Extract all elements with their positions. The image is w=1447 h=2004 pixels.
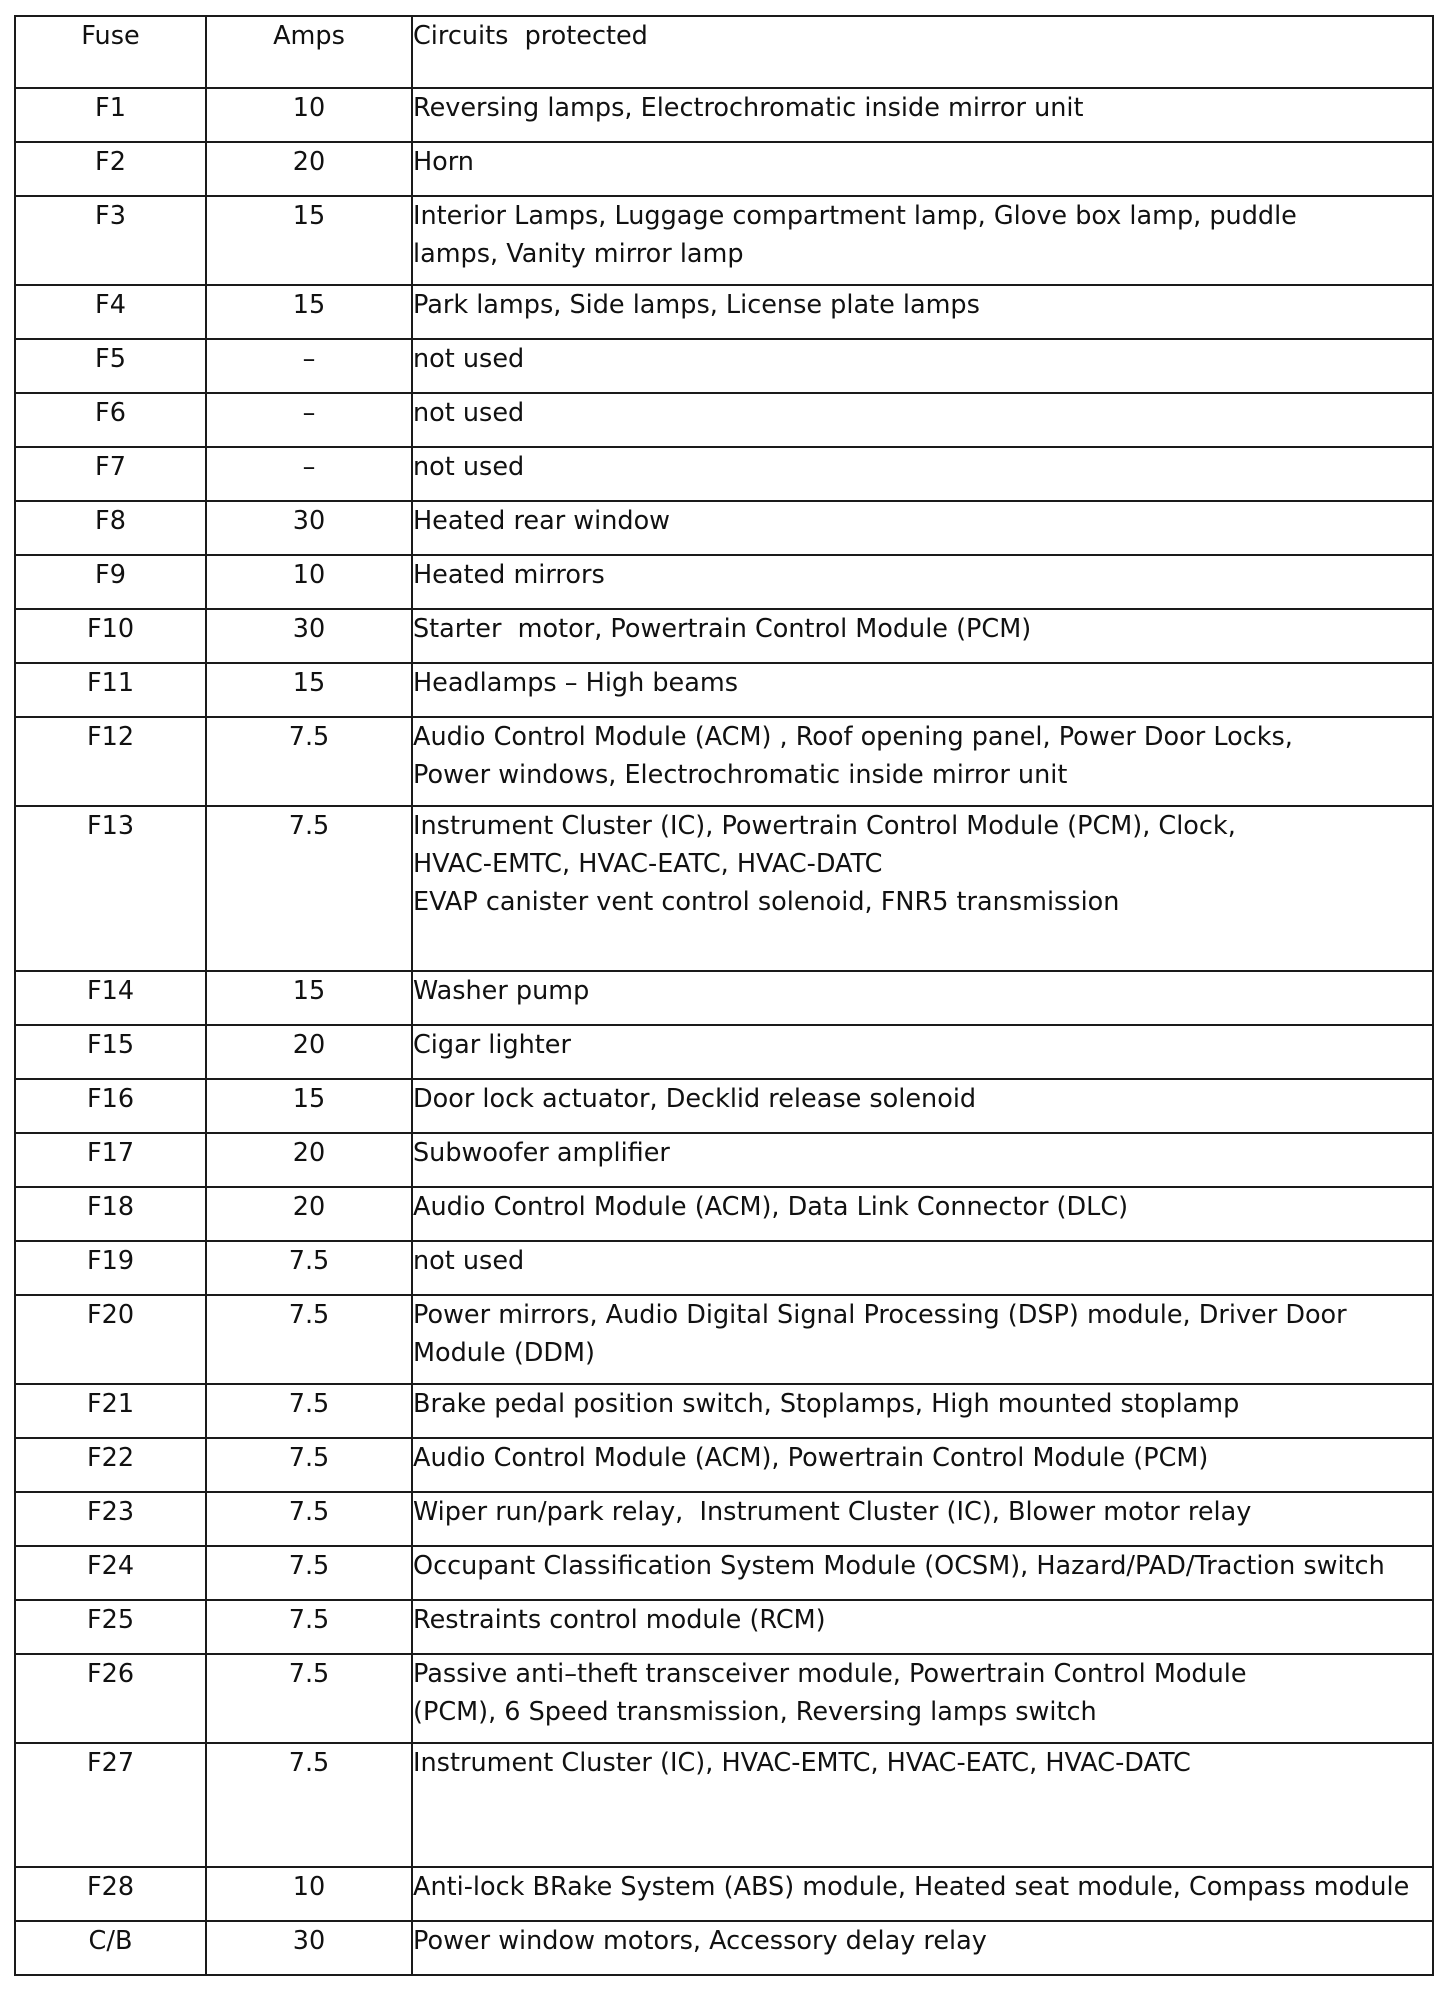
circuits-line: Power mirrors, Audio Digital Signal Processing (DSP) module, Driver Door bbox=[413, 1300, 1347, 1330]
circuits-cell bbox=[412, 501, 1433, 555]
circuits-line: Passive anti–theft transceiver module, Powertrain Control Module bbox=[413, 1659, 1247, 1689]
circuits-line: not used bbox=[413, 344, 525, 374]
circuits-cell bbox=[412, 1921, 1433, 1975]
table-row bbox=[15, 1492, 1433, 1546]
circuits-cell bbox=[412, 555, 1433, 609]
amps-cell: 7.5 bbox=[206, 1743, 412, 1867]
amps-cell: 20 bbox=[206, 1187, 412, 1241]
table-row bbox=[15, 1921, 1433, 1975]
circuits-line: Audio Control Module (ACM), Data Link Connector (DLC) bbox=[413, 1192, 1129, 1222]
circuits-line: Power windows, Electrochromatic inside mirror unit bbox=[413, 760, 1068, 790]
amps-cell: 15 bbox=[206, 663, 412, 717]
table-row bbox=[15, 142, 1433, 196]
amps-cell: 30 bbox=[206, 609, 412, 663]
fuse-id-cell: F17 bbox=[15, 1133, 206, 1187]
table-row bbox=[15, 285, 1433, 339]
fuse-id-cell: F19 bbox=[15, 1241, 206, 1295]
circuits-cell bbox=[412, 196, 1433, 285]
circuits-line: Horn bbox=[413, 147, 474, 177]
circuits-line: Wiper run/park relay, Instrument Cluster (IC), Blower motor relay bbox=[413, 1497, 1252, 1527]
table-row bbox=[15, 971, 1433, 1025]
table-row bbox=[15, 88, 1433, 142]
circuits-line: lamps, Vanity mirror lamp bbox=[413, 239, 744, 269]
circuits-line: HVAC-EMTC, HVAC-EATC, HVAC-DATC bbox=[413, 849, 883, 879]
fuse-id-cell: F18 bbox=[15, 1187, 206, 1241]
fuse-id-cell: F1 bbox=[15, 88, 206, 142]
fuse-id-cell: F25 bbox=[15, 1600, 206, 1654]
circuits-line: Audio Control Module (ACM), Powertrain Control Module (PCM) bbox=[413, 1443, 1209, 1473]
fuse-id-cell: F3 bbox=[15, 196, 206, 285]
table-row bbox=[15, 1600, 1433, 1654]
circuits-cell bbox=[412, 447, 1433, 501]
fuse-id-cell: F23 bbox=[15, 1492, 206, 1546]
table-row bbox=[15, 1546, 1433, 1600]
header-row bbox=[15, 16, 1433, 88]
amps-cell: 30 bbox=[206, 501, 412, 555]
circuits-line: Cigar lighter bbox=[413, 1030, 571, 1060]
amps-cell: – bbox=[206, 447, 412, 501]
fuse-id-cell: F2 bbox=[15, 142, 206, 196]
amps-cell: 7.5 bbox=[206, 1654, 412, 1743]
fuse-id-cell: F9 bbox=[15, 555, 206, 609]
circuits-line: Module (DDM) bbox=[413, 1338, 595, 1368]
circuits-cell bbox=[412, 285, 1433, 339]
table-row bbox=[15, 196, 1433, 285]
amps-cell: 15 bbox=[206, 1079, 412, 1133]
fuse-id-cell: F26 bbox=[15, 1654, 206, 1743]
circuits-line: Heated rear window bbox=[413, 506, 671, 536]
column-header-fuse: Fuse bbox=[15, 16, 206, 88]
fuse-id-cell: F12 bbox=[15, 717, 206, 806]
circuits-cell bbox=[412, 1241, 1433, 1295]
fuse-id-cell: F5 bbox=[15, 339, 206, 393]
circuits-line: Washer pump bbox=[413, 976, 590, 1006]
fuse-id-cell: F21 bbox=[15, 1384, 206, 1438]
fuse-id-cell: F11 bbox=[15, 663, 206, 717]
circuits-cell bbox=[412, 1546, 1433, 1600]
fuse-id-cell: F13 bbox=[15, 806, 206, 971]
amps-cell: 7.5 bbox=[206, 1384, 412, 1438]
circuits-cell bbox=[412, 1025, 1433, 1079]
fuse-id-cell: F22 bbox=[15, 1438, 206, 1492]
table-row bbox=[15, 393, 1433, 447]
amps-cell: 7.5 bbox=[206, 1600, 412, 1654]
circuits-cell bbox=[412, 806, 1433, 971]
circuits-line: not used bbox=[413, 398, 525, 428]
table-row bbox=[15, 1079, 1433, 1133]
column-header-amps: Amps bbox=[206, 16, 412, 88]
circuits-line: Park lamps, Side lamps, License plate lamps bbox=[413, 290, 980, 320]
amps-cell: 7.5 bbox=[206, 806, 412, 971]
circuits-cell bbox=[412, 1384, 1433, 1438]
circuits-line: Occupant Classification System Module (OCSM), Hazard/PAD/Traction switch bbox=[413, 1551, 1385, 1581]
circuits-cell bbox=[412, 1743, 1433, 1867]
table-row bbox=[15, 1295, 1433, 1384]
table-row bbox=[15, 555, 1433, 609]
amps-cell: 15 bbox=[206, 971, 412, 1025]
circuits-line: Brake pedal position switch, Stoplamps, High mounted stoplamp bbox=[413, 1389, 1240, 1419]
fuse-id-cell: F8 bbox=[15, 501, 206, 555]
table-row bbox=[15, 1867, 1433, 1921]
circuits-line: Reversing lamps, Electrochromatic inside mirror unit bbox=[413, 93, 1084, 123]
fuse-table bbox=[14, 15, 1434, 1976]
circuits-cell bbox=[412, 1867, 1433, 1921]
amps-cell: 20 bbox=[206, 1133, 412, 1187]
circuits-line: Heated mirrors bbox=[413, 560, 605, 590]
fuse-id-cell: F6 bbox=[15, 393, 206, 447]
amps-cell: 10 bbox=[206, 88, 412, 142]
circuits-line: Instrument Cluster (IC), HVAC-EMTC, HVAC-EATC, HVAC-DATC bbox=[413, 1748, 1191, 1778]
table-row bbox=[15, 1743, 1433, 1867]
circuits-cell bbox=[412, 88, 1433, 142]
circuits-line: (PCM), 6 Speed transmission, Reversing lamps switch bbox=[413, 1697, 1097, 1727]
circuits-cell bbox=[412, 339, 1433, 393]
circuits-line: Instrument Cluster (IC), Powertrain Control Module (PCM), Clock, bbox=[413, 811, 1236, 841]
table-row bbox=[15, 806, 1433, 971]
circuits-line: not used bbox=[413, 452, 525, 482]
fuse-id-cell: F15 bbox=[15, 1025, 206, 1079]
fuse-id-cell: F20 bbox=[15, 1295, 206, 1384]
amps-cell: 7.5 bbox=[206, 717, 412, 806]
amps-cell: 7.5 bbox=[206, 1492, 412, 1546]
circuits-line: Starter motor, Powertrain Control Module (PCM) bbox=[413, 614, 1032, 644]
circuits-line: Power window motors, Accessory delay relay bbox=[413, 1926, 987, 1956]
amps-cell: 30 bbox=[206, 1921, 412, 1975]
circuits-cell bbox=[412, 1438, 1433, 1492]
circuits-line: Anti-lock BRake System (ABS) module, Heated seat module, Compass module bbox=[413, 1872, 1410, 1902]
fuse-id-cell: F16 bbox=[15, 1079, 206, 1133]
table-row bbox=[15, 609, 1433, 663]
table-row bbox=[15, 339, 1433, 393]
table-row bbox=[15, 1384, 1433, 1438]
fuse-id-cell: F4 bbox=[15, 285, 206, 339]
fuse-id-cell: F7 bbox=[15, 447, 206, 501]
fuse-id-cell: F24 bbox=[15, 1546, 206, 1600]
circuits-cell bbox=[412, 717, 1433, 806]
column-header-circuits: Circuits protected bbox=[412, 16, 1433, 88]
table-row bbox=[15, 1241, 1433, 1295]
table-row bbox=[15, 1025, 1433, 1079]
table-row bbox=[15, 1438, 1433, 1492]
amps-cell: – bbox=[206, 339, 412, 393]
amps-cell: 7.5 bbox=[206, 1241, 412, 1295]
fuse-id-cell: C/B bbox=[15, 1921, 206, 1975]
circuits-line: Door lock actuator, Decklid release solenoid bbox=[413, 1084, 977, 1114]
circuits-line: EVAP canister vent control solenoid, FNR5 transmission bbox=[413, 887, 1120, 917]
circuits-line: Restraints control module (RCM) bbox=[413, 1605, 826, 1635]
circuits-cell bbox=[412, 1295, 1433, 1384]
circuits-cell bbox=[412, 393, 1433, 447]
amps-cell: 20 bbox=[206, 1025, 412, 1079]
amps-cell: 7.5 bbox=[206, 1546, 412, 1600]
amps-cell: 10 bbox=[206, 1867, 412, 1921]
amps-cell: 20 bbox=[206, 142, 412, 196]
fuse-id-cell: F28 bbox=[15, 1867, 206, 1921]
fuse-id-cell: F27 bbox=[15, 1743, 206, 1867]
circuits-cell bbox=[412, 609, 1433, 663]
table-row bbox=[15, 501, 1433, 555]
circuits-line: Headlamps – High beams bbox=[413, 668, 739, 698]
circuits-cell bbox=[412, 142, 1433, 196]
amps-cell: 10 bbox=[206, 555, 412, 609]
circuits-cell bbox=[412, 1600, 1433, 1654]
amps-cell: – bbox=[206, 393, 412, 447]
amps-cell: 15 bbox=[206, 196, 412, 285]
fuse-id-cell: F14 bbox=[15, 971, 206, 1025]
circuits-cell bbox=[412, 1079, 1433, 1133]
circuits-cell bbox=[412, 971, 1433, 1025]
circuits-cell bbox=[412, 1492, 1433, 1546]
fuse-id-cell: F10 bbox=[15, 609, 206, 663]
table-row bbox=[15, 663, 1433, 717]
amps-cell: 7.5 bbox=[206, 1295, 412, 1384]
fuse-table-body bbox=[15, 88, 1433, 1975]
amps-cell: 7.5 bbox=[206, 1438, 412, 1492]
circuits-cell bbox=[412, 1654, 1433, 1743]
circuits-cell bbox=[412, 1133, 1433, 1187]
table-row bbox=[15, 447, 1433, 501]
circuits-cell bbox=[412, 663, 1433, 717]
circuits-line: not used bbox=[413, 1246, 525, 1276]
table-row bbox=[15, 717, 1433, 806]
table-row bbox=[15, 1654, 1433, 1743]
table-row bbox=[15, 1187, 1433, 1241]
circuits-line: Interior Lamps, Luggage compartment lamp, Glove box lamp, puddle bbox=[413, 201, 1297, 231]
circuits-line: Audio Control Module (ACM) , Roof opening panel, Power Door Locks, bbox=[413, 722, 1293, 752]
circuits-line: Subwoofer amplifier bbox=[413, 1138, 670, 1168]
table-row bbox=[15, 1133, 1433, 1187]
circuits-cell bbox=[412, 1187, 1433, 1241]
amps-cell: 15 bbox=[206, 285, 412, 339]
